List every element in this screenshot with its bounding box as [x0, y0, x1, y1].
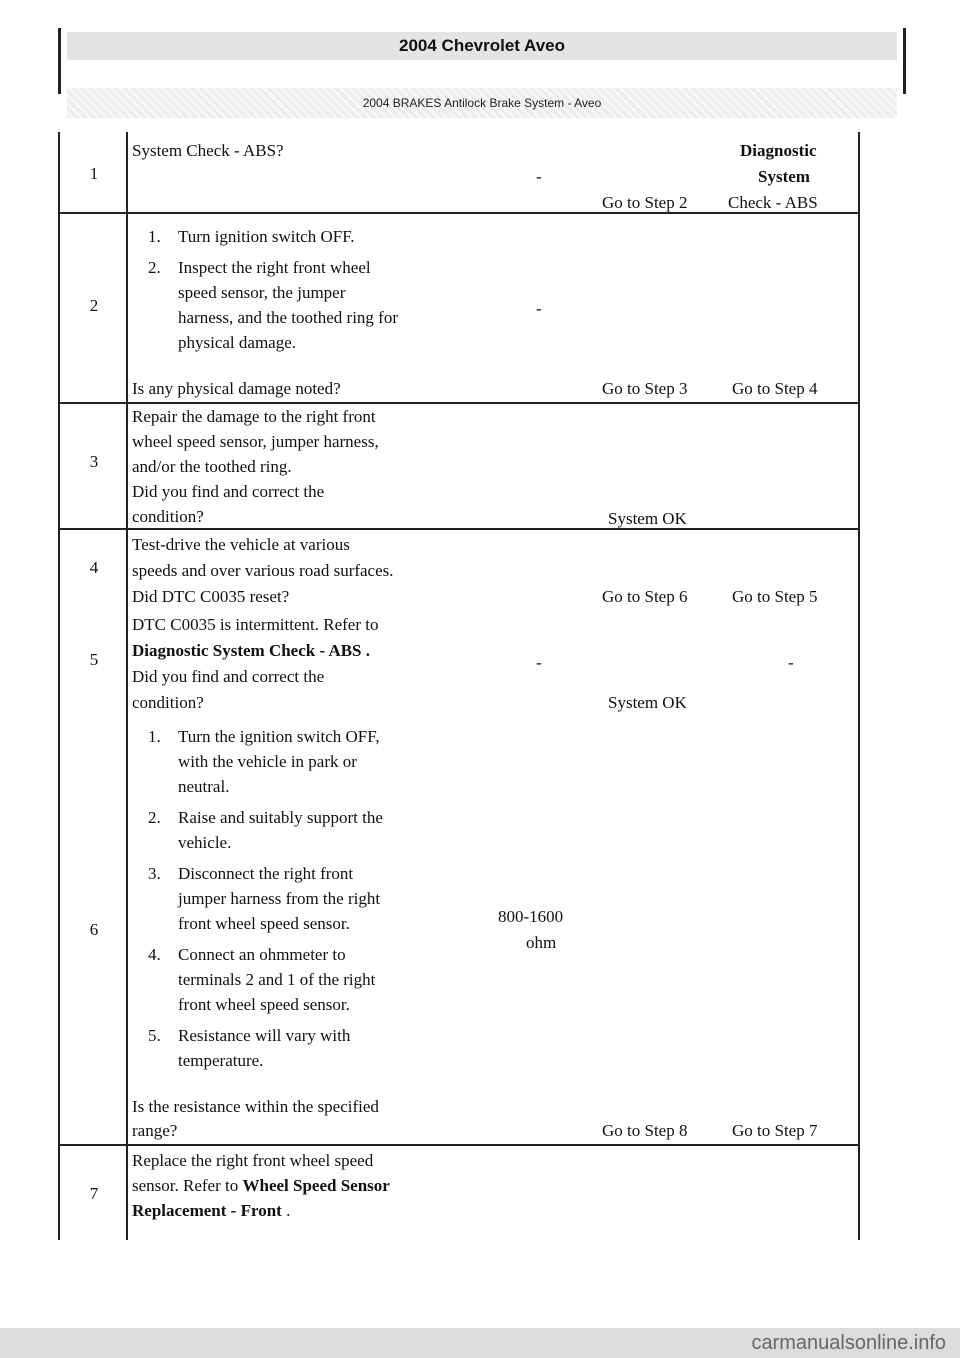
step-text-line: DTC C0035 is intermittent. Refer to [132, 615, 379, 634]
step-text: sensor. Refer to [132, 1176, 243, 1195]
instruction-text: harness, and the toothed ring for [178, 308, 398, 327]
yes-action: Go to Step 6 [602, 587, 688, 606]
instruction-text: neutral. [178, 777, 230, 796]
specification-value: 800-1600 [498, 907, 564, 926]
instruction-text: with the vehicle in park or [178, 752, 357, 771]
step-number: 6 [89, 920, 99, 939]
step-text-line: Test-drive the vehicle at various [132, 535, 350, 554]
instruction-number: 3. [148, 864, 161, 883]
instruction-text: Turn the ignition switch OFF, [178, 727, 380, 746]
no-action-line: Diagnostic [740, 141, 817, 160]
step-text-line: Did you find and correct the [132, 482, 325, 501]
instruction-item [132, 224, 492, 249]
step-number: 4 [89, 558, 99, 577]
instruction-number: 4. [148, 945, 161, 964]
step-text-line: Replace the right front wheel speed [132, 1151, 374, 1170]
step-text-line: and/or the toothed ring. [132, 457, 292, 476]
instruction-number: 1. [148, 227, 161, 246]
step-text-line: condition? [132, 693, 204, 712]
step-action: System Check - ABS? [132, 141, 284, 160]
step-number: 7 [89, 1184, 99, 1203]
step-text-line: speeds and over various road surfaces. [132, 561, 394, 580]
document-title: 2004 Chevrolet Aveo [67, 32, 897, 60]
step-text: . [281, 1201, 291, 1220]
instruction-item [132, 861, 512, 936]
step-question: Is the resistance within the specified [132, 1097, 379, 1116]
specification-unit: ohm [526, 933, 557, 952]
no-action-line: Check - ABS [728, 193, 818, 212]
step-text-line: Did you find and correct the [132, 667, 325, 686]
step-instructions [132, 724, 512, 1079]
instruction-text: Turn ignition switch OFF. [178, 227, 355, 246]
yes-action: System OK [608, 509, 687, 528]
step-number: 3 [89, 452, 99, 471]
no-action: Go to Step 4 [732, 379, 818, 398]
step-instructions [132, 224, 492, 361]
instruction-text: jumper harness from the right [178, 889, 381, 908]
step-value: - [536, 167, 542, 186]
instruction-text: terminals 2 and 1 of the right [178, 970, 376, 989]
diagnostic-table [58, 132, 860, 1240]
instruction-number: 2. [148, 808, 161, 827]
instruction-text: speed sensor, the jumper [178, 283, 346, 302]
step-text-line: Repair the damage to the right front [132, 407, 376, 426]
step-number: 2 [89, 296, 99, 315]
no-action: Go to Step 5 [732, 587, 818, 606]
no-action: Go to Step 7 [732, 1121, 818, 1140]
yes-action: System OK [608, 693, 687, 712]
watermark-bar [0, 1328, 960, 1358]
step-question: Is any physical damage noted? [132, 379, 341, 398]
yes-action: Go to Step 3 [602, 379, 688, 398]
step-question: range? [132, 1121, 178, 1140]
instruction-text: physical damage. [178, 333, 297, 352]
instruction-text: Connect an ohmmeter to [178, 945, 346, 964]
instruction-text: vehicle. [178, 833, 232, 852]
row-divider [60, 1144, 858, 1146]
instruction-number: 5. [148, 1026, 161, 1045]
step-number: 5 [89, 650, 99, 669]
instruction-number: 2. [148, 258, 161, 277]
instruction-text: front wheel speed sensor. [178, 914, 350, 933]
step-text-line [132, 1173, 390, 1198]
instruction-text: temperature. [178, 1051, 264, 1070]
document-header [58, 28, 906, 110]
no-action-line: System [758, 167, 810, 186]
instruction-text: Raise and suitably support the [178, 808, 383, 827]
instruction-item [132, 255, 492, 355]
reference-link[interactable]: Replacement - Front [132, 1201, 282, 1220]
instruction-item [132, 724, 512, 799]
reference-link[interactable]: Diagnostic System Check - ABS . [132, 641, 371, 660]
instruction-item [132, 1023, 512, 1073]
instruction-number: 1. [148, 727, 161, 746]
step-text-line: condition? [132, 507, 204, 526]
instruction-text: front wheel speed sensor. [178, 995, 350, 1014]
reference-link[interactable]: Wheel Speed Sensor [242, 1176, 390, 1195]
instruction-text: Resistance will vary with [178, 1026, 351, 1045]
instruction-item [132, 805, 512, 855]
step-value: - [536, 653, 542, 672]
instruction-item [132, 942, 512, 1017]
step-value: - [536, 299, 542, 318]
watermark-text: carmanualsonline.info [751, 1332, 946, 1354]
step-text-line: wheel speed sensor, jumper harness, [132, 432, 379, 451]
step-number: 1 [89, 164, 99, 183]
step-text-line: Did DTC C0035 reset? [132, 587, 290, 606]
yes-action: Go to Step 8 [602, 1121, 688, 1140]
instruction-text: Inspect the right front wheel [178, 258, 371, 277]
document-subtitle: 2004 BRAKES Antilock Brake System - Aveo [67, 88, 897, 118]
yes-action: Go to Step 2 [602, 193, 688, 212]
instruction-text: Disconnect the right front [178, 864, 354, 883]
step-text-line [132, 1198, 290, 1223]
no-action: - [788, 653, 794, 672]
